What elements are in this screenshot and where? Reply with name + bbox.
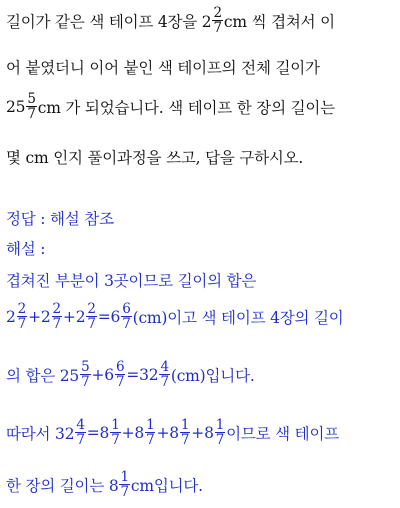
text: 겹쳐진 부분이 3곳이므로 길이의 합은 [6,272,257,290]
text: +2 [28,307,51,326]
answer-line [6,207,396,229]
denominator: 7 [76,432,85,449]
fraction [52,302,62,331]
text: (cm)입니다. [170,366,255,385]
denominator: 7 [52,316,61,333]
text: =6 [97,307,121,326]
text: cm 씩 겹쳐서 이 [223,12,335,31]
numerator: 6 [122,301,131,317]
numerator: 2 [52,301,61,317]
numerator: 2 [17,301,27,317]
fraction [159,360,169,389]
text: +8 [191,423,214,442]
denominator: 7 [111,432,120,449]
fraction [121,302,131,331]
denominator: 7 [160,374,169,391]
fraction [115,360,125,389]
explanation-header [6,237,396,259]
solution-line-4 [6,302,396,331]
text: +8 [156,423,179,442]
text: 어 붙였더니 이어 붙인 색 테이프의 전체 길이가 [6,59,320,77]
answer-text: 정답 : 해설 참조 [6,210,114,228]
denominator: 7 [17,316,27,333]
text: 2 [6,307,16,326]
text: (cm)이고 색 테이프 4장의 길이 [132,308,344,327]
numerator: 4 [160,359,169,375]
numerator: 2 [213,5,222,21]
text: =8 [86,423,110,442]
denominator: 7 [27,106,36,123]
numerator: 5 [81,359,90,375]
solution-line-5 [6,360,396,389]
numerator: 5 [27,91,36,107]
text: +8 [121,423,145,442]
numerator: 1 [120,469,129,485]
text: cm입니다. [130,476,203,495]
text: 25 [6,97,26,116]
fraction [75,418,85,447]
numerator: 6 [115,359,125,375]
problem-line-4 [6,146,396,168]
problem-line-3 [6,92,396,121]
numerator: 1 [180,417,190,433]
denominator: 7 [180,432,190,449]
text: 따라서 32 [6,424,75,443]
denominator: 7 [87,316,96,333]
numerator: 1 [111,417,120,433]
solution-line-3 [6,269,396,291]
numerator: 4 [76,417,85,433]
solution-line-6 [6,418,396,447]
solution-line-7 [6,470,396,499]
text: 한 장의 길이는 8 [6,476,119,495]
text: 해설 : [6,240,46,258]
denominator: 7 [81,374,90,391]
denominator: 7 [120,484,129,501]
text: +2 [62,307,86,326]
problem-line-1 [6,6,396,35]
fraction [110,418,120,447]
fraction [145,418,155,447]
text: +6 [91,365,114,384]
text: 몇 cm 인지 풀이과정을 쓰고, 답을 구하시오. [6,149,304,167]
text: =32 [126,365,159,384]
fraction [80,360,90,389]
denominator: 7 [146,432,155,449]
numerator: 1 [215,417,225,433]
fraction [26,92,36,121]
fraction [180,418,190,447]
fraction [212,6,222,35]
fraction [86,302,96,331]
denominator: 7 [122,316,131,333]
fraction [17,302,27,331]
denominator: 7 [215,432,225,449]
denominator: 7 [115,374,125,391]
numerator: 2 [87,301,96,317]
problem-line-2 [6,56,396,78]
text: 의 합은 25 [6,366,80,385]
fraction [215,418,225,447]
text: 이므로 색 테이프 [226,424,340,443]
text: 길이가 같은 색 테이프 4장을 2 [6,12,212,31]
numerator: 1 [146,417,155,433]
fraction [119,470,129,499]
text: cm 가 되었습니다. 색 테이프 한 장의 길이는 [37,98,335,117]
denominator: 7 [213,20,222,37]
